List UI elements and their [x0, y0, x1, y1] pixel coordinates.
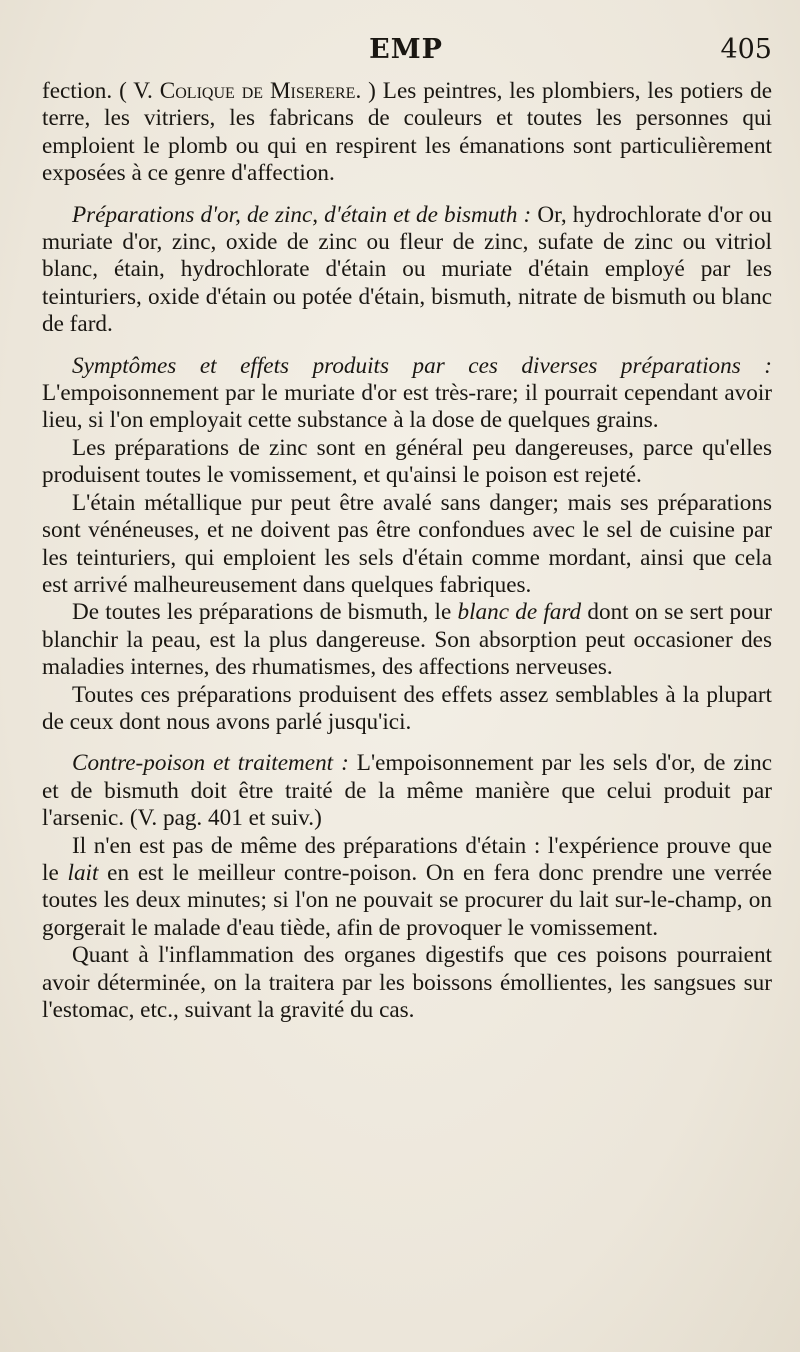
- body-text: [42, 78, 772, 1024]
- paragraph-lait: Il n'en est pas de même des préparations d'étain : l'expérience prouve que le lait en est le meilleur contre-poison. On en fera donc prendre une verrée toutes les deux minutes; si l'on ne pouvait se procurer du lait sur-le-champ, on gorgerait le malade d'eau tiède, afin de provoquer le vomissement.: [42, 832, 772, 941]
- paragraph-inflammation: Quant à l'inflammation des organes digestifs que ces poisons pourraient avoir déterminée, on la traitera par les boissons émollientes, les sangsues sur l'estomac, etc., suivant la gravité du cas.: [42, 942, 772, 1023]
- paragraph-preparations: Préparations d'or, de zinc, d'étain et de bismuth : Or, hydrochlorate d'or ou muriate d'or, zinc, oxide de zinc ou fleur de zinc, sufate de zinc ou vitriol blanc, étain, hydrochlorate d'étain ou muriate d'étain employé par les teinturiers, oxide d'étain ou potée d'étain, bismuth, nitrate de bismuth ou blanc de fard.: [42, 201, 772, 338]
- running-head: EMP: [369, 34, 443, 65]
- emphasis-blanc-de-fard: blanc de fard: [457, 599, 582, 626]
- section-heading-preparations: Préparations d'or, de zinc, d'étain et de bismuth :: [72, 201, 532, 228]
- paragraph-continuation: fection. ( V. Colique de Miserere. ) Les peintres, les plombiers, les potiers de terre, les vitriers, les fabricans de couleurs et toutes les personnes qui emploient le plomb ou qui en respirent les émanations sont particulièrement exposées à ce genre d'affection.: [42, 78, 773, 187]
- paragraph-etain: L'étain métallique pur peut être avalé sans danger; mais ses préparations sont vénéneuses, et ne doivent pas être confondues avec le sel de cuisine par les teinturiers, qui emploient les sels d'étain comme mordant, ainsi que cela est arrivé malheureusement dans quelques fabriques.: [42, 489, 772, 598]
- section-heading-symptomes: Symptômes et effets produits par ces diverses préparations :: [72, 352, 772, 379]
- paragraph-bismuth: De toutes les préparations de bismuth, le blanc de fard dont on se sert pour blanchir la peau, est la plus dangereuse. Son absorption peut occasioner des maladies internes, des rhumatismes, des affections nerveuses.: [42, 599, 772, 681]
- page-header: [40, 34, 772, 74]
- paragraph-symptomes: Symptômes et effets produits par ces diverses préparations : L'empoisonnement par le muriate d'or est très-rare; il pourrait cependant avoir lieu, si l'on employait cette substance à la dose de quelques grains.: [42, 352, 772, 434]
- page-number: 405: [720, 34, 772, 65]
- paragraph-zinc: Les préparations de zinc sont en général peu dangereuses, parce qu'elles produisent toutes le vomissement, et qu'ainsi le poison est rejeté.: [42, 434, 772, 489]
- emphasis-lait: lait: [67, 859, 99, 886]
- cross-reference: Colique de Miserere.: [159, 78, 362, 104]
- paragraph-contre-poison: Contre-poison et traitement : L'empoisonnement par les sels d'or, de zinc et de bismuth doit être traité de la même manière que celui produit par l'arsenic. (V. pag. 401 et suiv.): [42, 750, 772, 832]
- section-heading-contre-poison: Contre-poison et traitement :: [72, 750, 349, 777]
- paragraph-effets: Toutes ces préparations produisent des effets assez semblables à la plupart de ceux dont nous avons parlé jusqu'ici.: [42, 681, 772, 735]
